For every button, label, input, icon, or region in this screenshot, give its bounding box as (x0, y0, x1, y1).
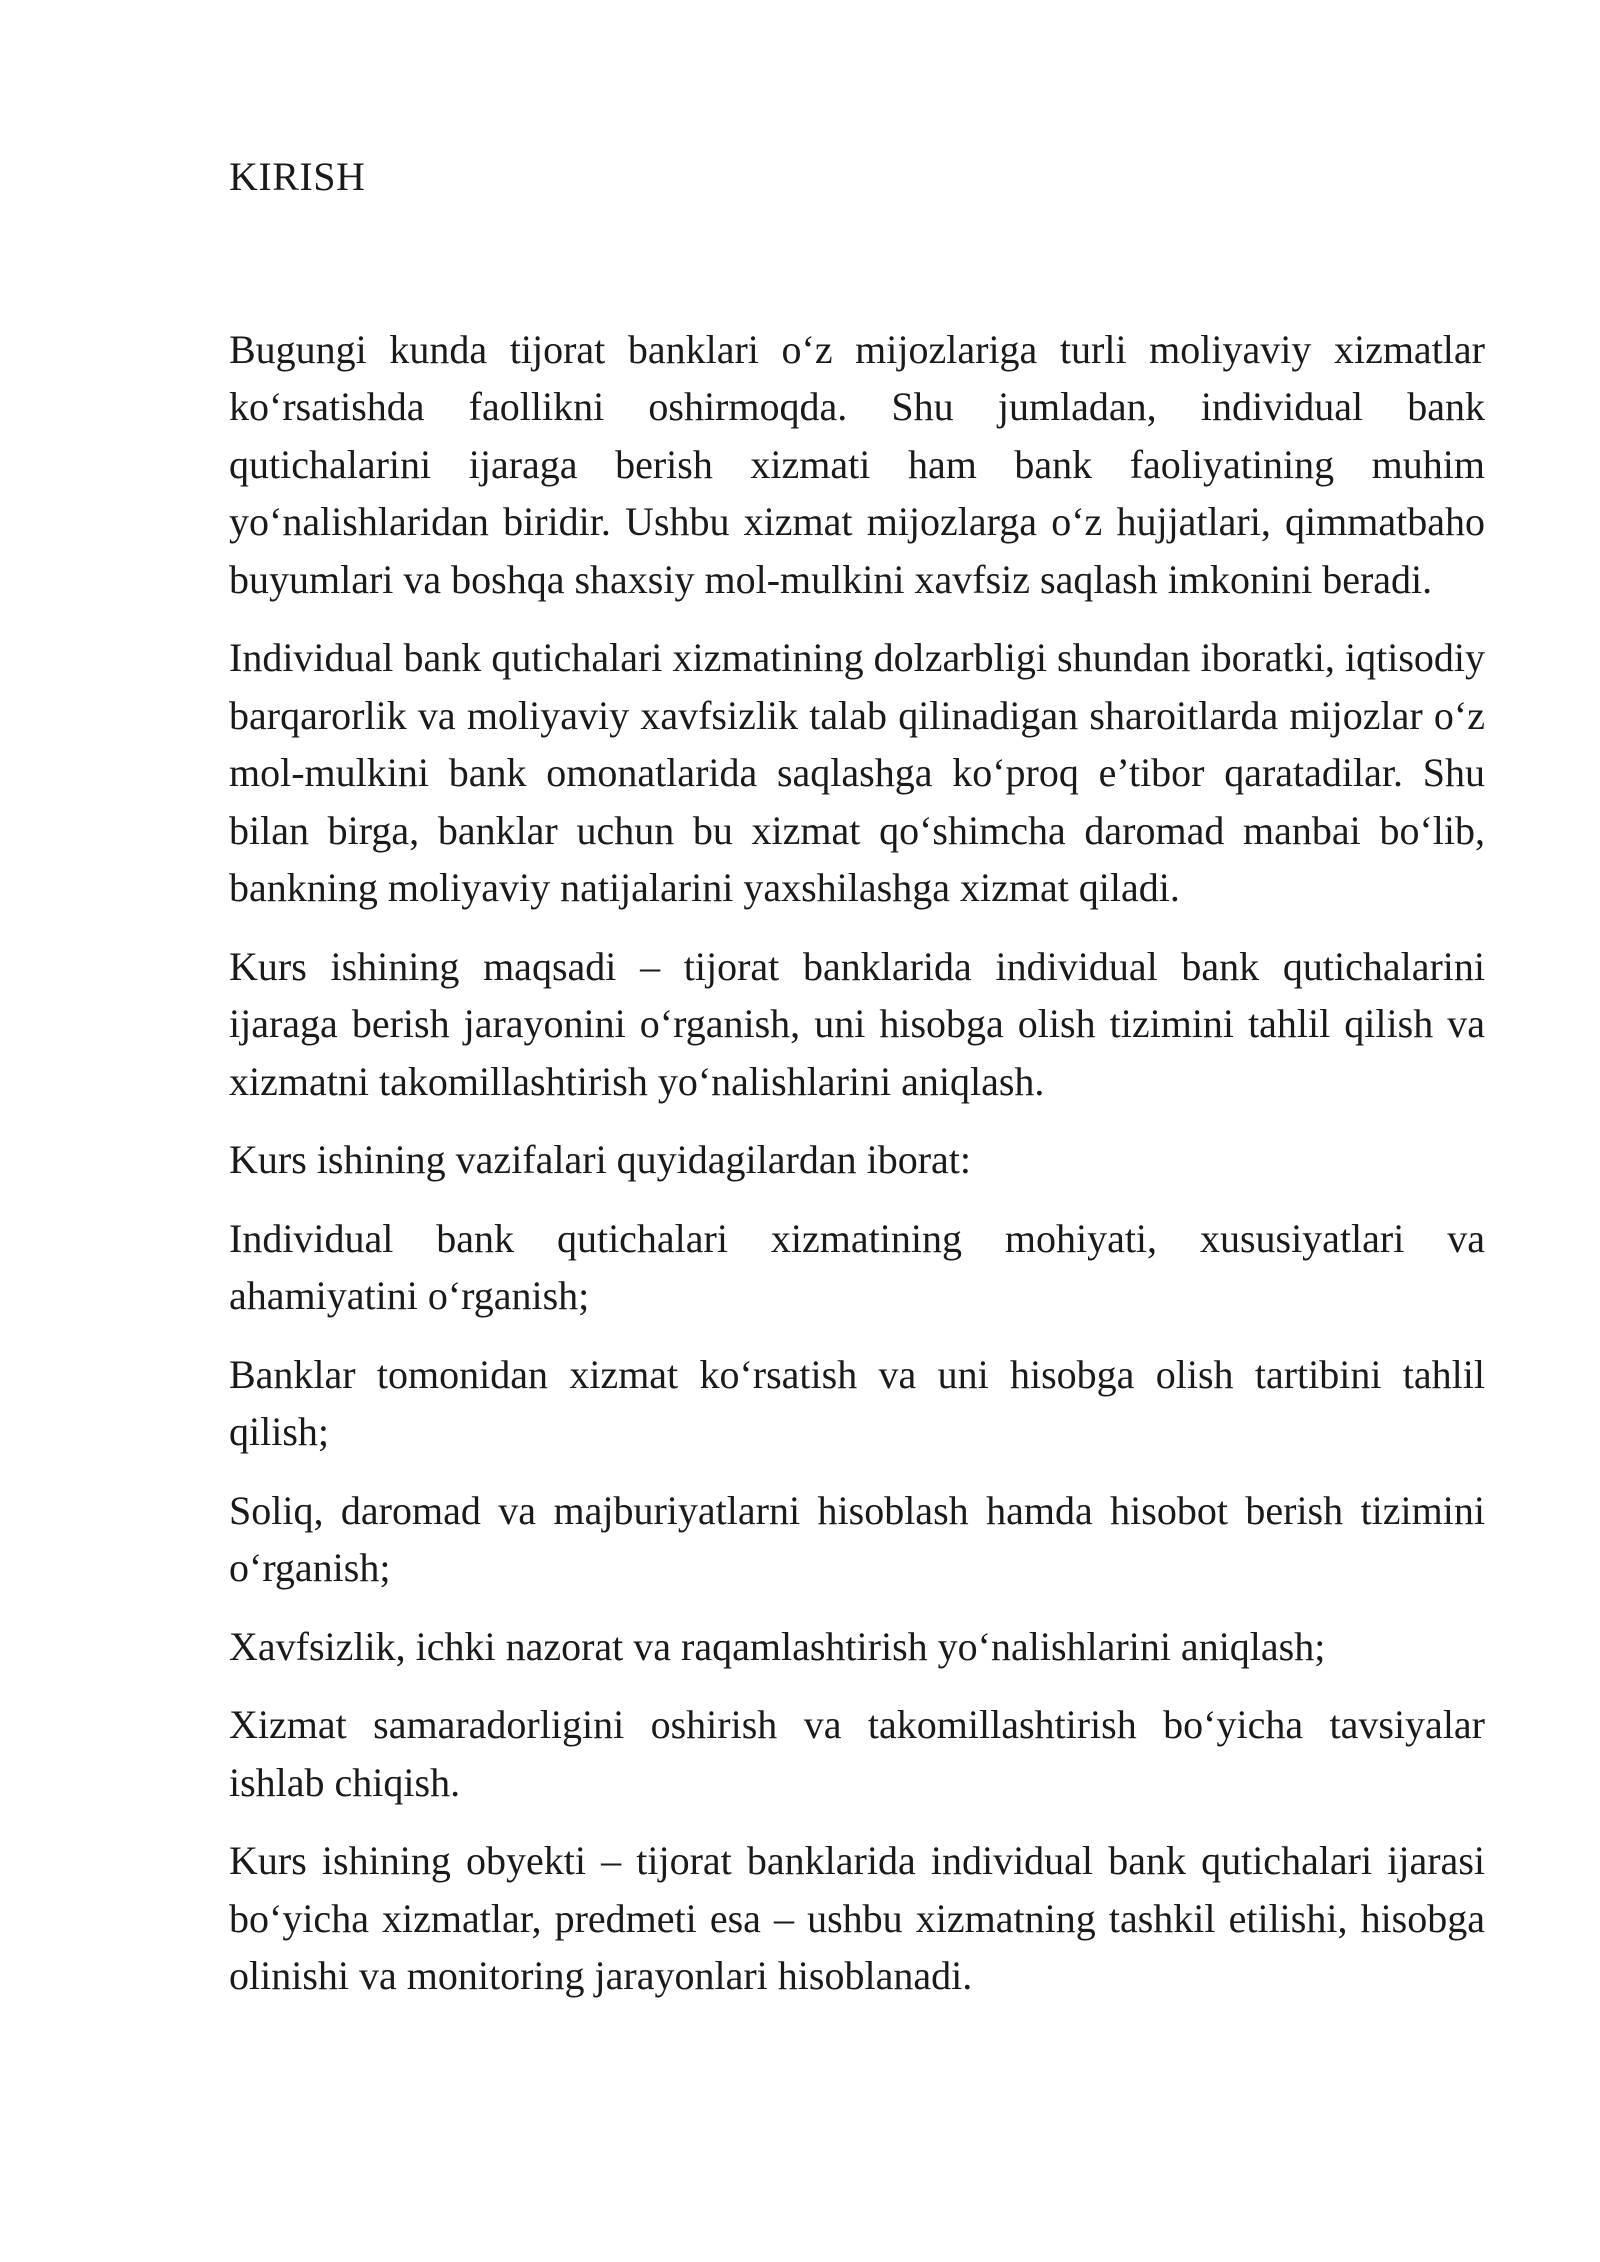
paragraph-goal: Kurs ishining maqsadi – tijorat banklarida individual bank qutichalarini ijaraga berish jarayonini o‘rganish, uni hisobga olish tizimini tahlil qilish va xizmatni takomillashtirish yo‘nalishlarini aniqlash. (229, 943, 1485, 1104)
paragraph-object-subject: Kurs ishining obyekti – tijorat banklarida individual bank qutichalari ijarasi bo‘yicha xizmatlar, predmeti esa – ushbu xizmatning tashkil etilishi, hisobga olinishi va monitoring jarayonlari hisoblanadi. (229, 1838, 1485, 1998)
paragraph-task-4: Xavfsizlik, ichki nazorat va raqamlashtirish yo‘nalishlarini aniqlash; (229, 1623, 1326, 1669)
paragraph-task-2: Banklar tomonidan xizmat ko‘rsatish va uni hisobga olish tartibini tahlil qilish; (229, 1351, 1485, 1454)
paragraph-task-1: Individual bank qutichalari xizmatining mohiyati, xususiyatlari va ahamiyatini o‘rganish; (229, 1215, 1485, 1318)
page-title: KIRISH (229, 154, 366, 199)
paragraph-task-3: Soliq, daromad va majburiyatlarni hisoblash hamda hisobot berish tizimini o‘rganish; (229, 1487, 1485, 1590)
paragraph-intro: Bugungi kunda tijorat banklari o‘z mijozlariga turli moliyaviy xizmatlar ko‘rsatishda faollikni oshirmoqda. Shu jumladan, individual bank qutichalarini ijaraga berish xizmati ham bank faoliyatining muhim yo‘nalishlaridan biridir. Ushbu xizmat mijozlarga o‘z hujjatlari, qimmatbaho buyumlari va boshqa shaxsiy mol-mulkini xavfsiz saqlash imkonini beradi. (229, 326, 1485, 602)
document-body (229, 148, 1485, 2026)
paragraph-relevance: Individual bank qutichalari xizmatining dolzarbligi shundan iboratki, iqtisodiy barqarorlik va moliyaviy xavfsizlik talab qilinadigan sharoitlarda mijozlar o‘z mol-mulkini bank omonatlarida saqlashga ko‘proq e’tibor qaratadilar. Shu bilan birga, banklar uchun bu xizmat qo‘shimcha daromad manbai bo‘lib, bankning moliyaviy natijalarini yaxshilashga xizmat qiladi. (229, 635, 1485, 910)
paragraph-task-5: Xizmat samaradorligini oshirish va takomillashtirish bo‘yicha tavsiyalar ishlab chiqish. (229, 1702, 1485, 1805)
paragraph-tasks-intro: Kurs ishining vazifalari quyidagilardan iborat: (229, 1137, 972, 1182)
